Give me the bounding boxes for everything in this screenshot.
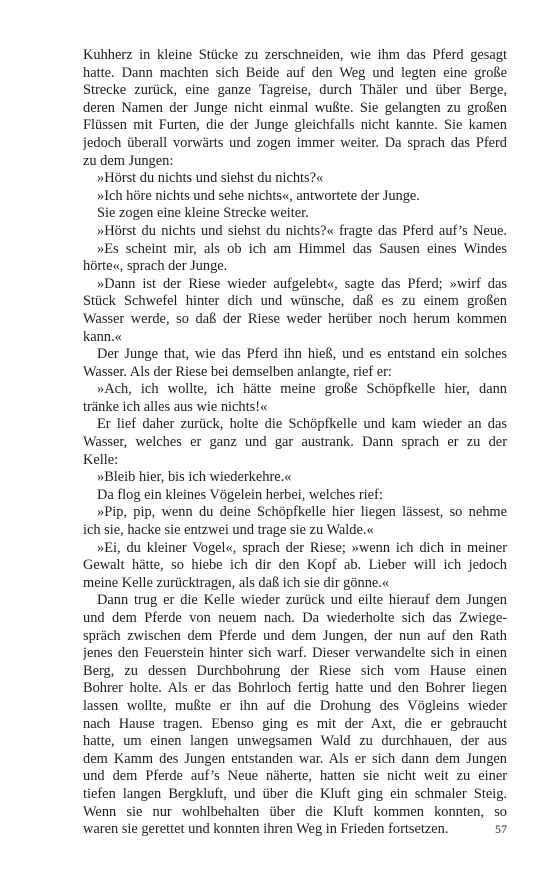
text-line: »Dann ist der Riese wieder aufgelebt«, sagte das Pferd; »wirf das: [97, 275, 507, 292]
text-line: »Bleib hier, bis ich wiederkehre.«: [97, 469, 292, 486]
text-line: Der Junge that, wie das Pferd ihn hieß, und es entstand ein solches: [97, 346, 507, 363]
text-line: Da flog ein kleines Vögelein herbei, welches rief:: [97, 486, 383, 503]
text-line: kann.«: [83, 328, 122, 345]
text-line: und dem Pferde von neuem nach. Da wiederholte sich das Zwiege-: [83, 610, 507, 626]
text-line: spräch zwischen dem Pferde und dem Jungen, der nun auf den Rath: [83, 627, 507, 644]
text-line: deren Namen der Junge nicht einmal wußte. Sie gelangten zu großen: [83, 99, 507, 116]
text-line: hatte, um einen langen unwegsamen Wald zu durchhauen, der aus: [83, 733, 507, 750]
text-line: »Ach, ich wollte, ich hätte meine große Schöpfkelle hier, dann: [97, 381, 507, 398]
text-line: Stück Schwefel hinter dich und wünsche, daß es zu einem großen: [83, 293, 507, 310]
text-line: Wasser werde, so daß der Riese weder herüber noch herum kommen: [83, 310, 507, 327]
text-line: Wenn sie nur wohlbehalten über die Kluft kommen konnten, so: [83, 803, 507, 820]
text-line: hatte. Dann machten sich Beide auf den Weg und legten eine große: [83, 64, 507, 81]
text-line: tränke ich alles aus wie nichts!«: [83, 398, 268, 415]
text-line: »Hörst du nichts und siehst du nichts?«: [97, 170, 324, 187]
page-number: 57: [495, 822, 507, 836]
text-line: Berg, zu dessen Durchbohrung der Riese sich vom Hause einen: [83, 662, 507, 679]
text-line: Kelle:: [83, 451, 119, 468]
body-text: [83, 47, 507, 839]
text-line: und dem Pferde auf’s Neue näherte, hatten sie nicht weit zu einer: [83, 768, 507, 785]
text-line: Gewalt hätte, so hiebe ich dir den Kopf ab. Lieber will ich jedoch: [83, 557, 507, 574]
text-line: »Pip, pip, wenn du deine Schöpfkelle hier liegen lässest, so nehme: [97, 504, 507, 521]
text-line: tiefen langen Bergkluft, und über die Kluft ging ein schmaler Steig.: [83, 785, 507, 802]
text-line: dem Kamm des Jungen entstanden war. Als er sich dann dem Jungen: [83, 750, 507, 767]
text-line: »Ich höre nichts und sehe nichts«, antwortete der Junge.: [97, 187, 420, 204]
text-line: waren sie gerettet und konnten ihren Weg in Frieden fortsetzen.: [83, 821, 449, 838]
text-line: Sie zogen eine kleine Strecke weiter.: [97, 205, 309, 222]
text-line: meine Kelle zurücktragen, als daß ich sie dir gönne.«: [83, 574, 390, 591]
text-line: »Es scheint mir, als ob ich am Himmel das Sausen eines Windes: [97, 240, 507, 257]
text-line: ich sie, hacke sie entzwei und trage sie zu Walde.«: [83, 522, 374, 539]
text-line: Flüssen mit Furten, die der Junge gleichfalls nicht kannte. Sie kamen: [83, 117, 507, 134]
text-line: Dann trug er die Kelle wieder zurück und eilte hierauf dem Jungen: [97, 592, 507, 609]
text-line: Strecke zurück, eine ganze Tagreise, durch Thäler und über Berge,: [83, 82, 507, 99]
text-line: Bohrer holte. Als er das Bohrloch fertig hatte und den Bohrer liegen: [83, 680, 507, 697]
text-line: jedoch überall vorwärts und zogen immer weiter. Da sprach das Pferd: [83, 134, 507, 151]
text-line: zu dem Jungen:: [83, 152, 174, 169]
text-line: jenes den Feuerstein hinter sich warf. Dieser verwandelte sich in einen: [83, 645, 507, 662]
text-line: »Hörst du nichts und siehst du nichts?« fragte das Pferd auf’s Neue.: [97, 222, 507, 239]
text-line: Kuhherz in kleine Stücke zu zerschneiden, wie ihm das Pferd gesagt: [83, 47, 507, 63]
text-line: »Ei, du kleiner Vogel«, sprach der Riese; »wenn ich dich in meiner: [97, 539, 507, 556]
text-line: hörte«, sprach der Junge.: [83, 258, 228, 275]
text-line: Wasser. Als der Riese bei demselben anlangte, rief er:: [83, 363, 392, 380]
text-line: Wasser, welches er ganz und gar austrank. Dann sprach er zu der: [83, 434, 507, 451]
text-line: lassen wollte, mußte er ihn auf die Drohung des Vögleins wieder: [83, 697, 507, 714]
text-line: nach Hause tragen. Ebenso ging es mit der Axt, die er gebraucht: [83, 715, 507, 732]
text-line: Er lief daher zurück, holte die Schöpfkelle und kam wieder an das: [97, 416, 507, 433]
